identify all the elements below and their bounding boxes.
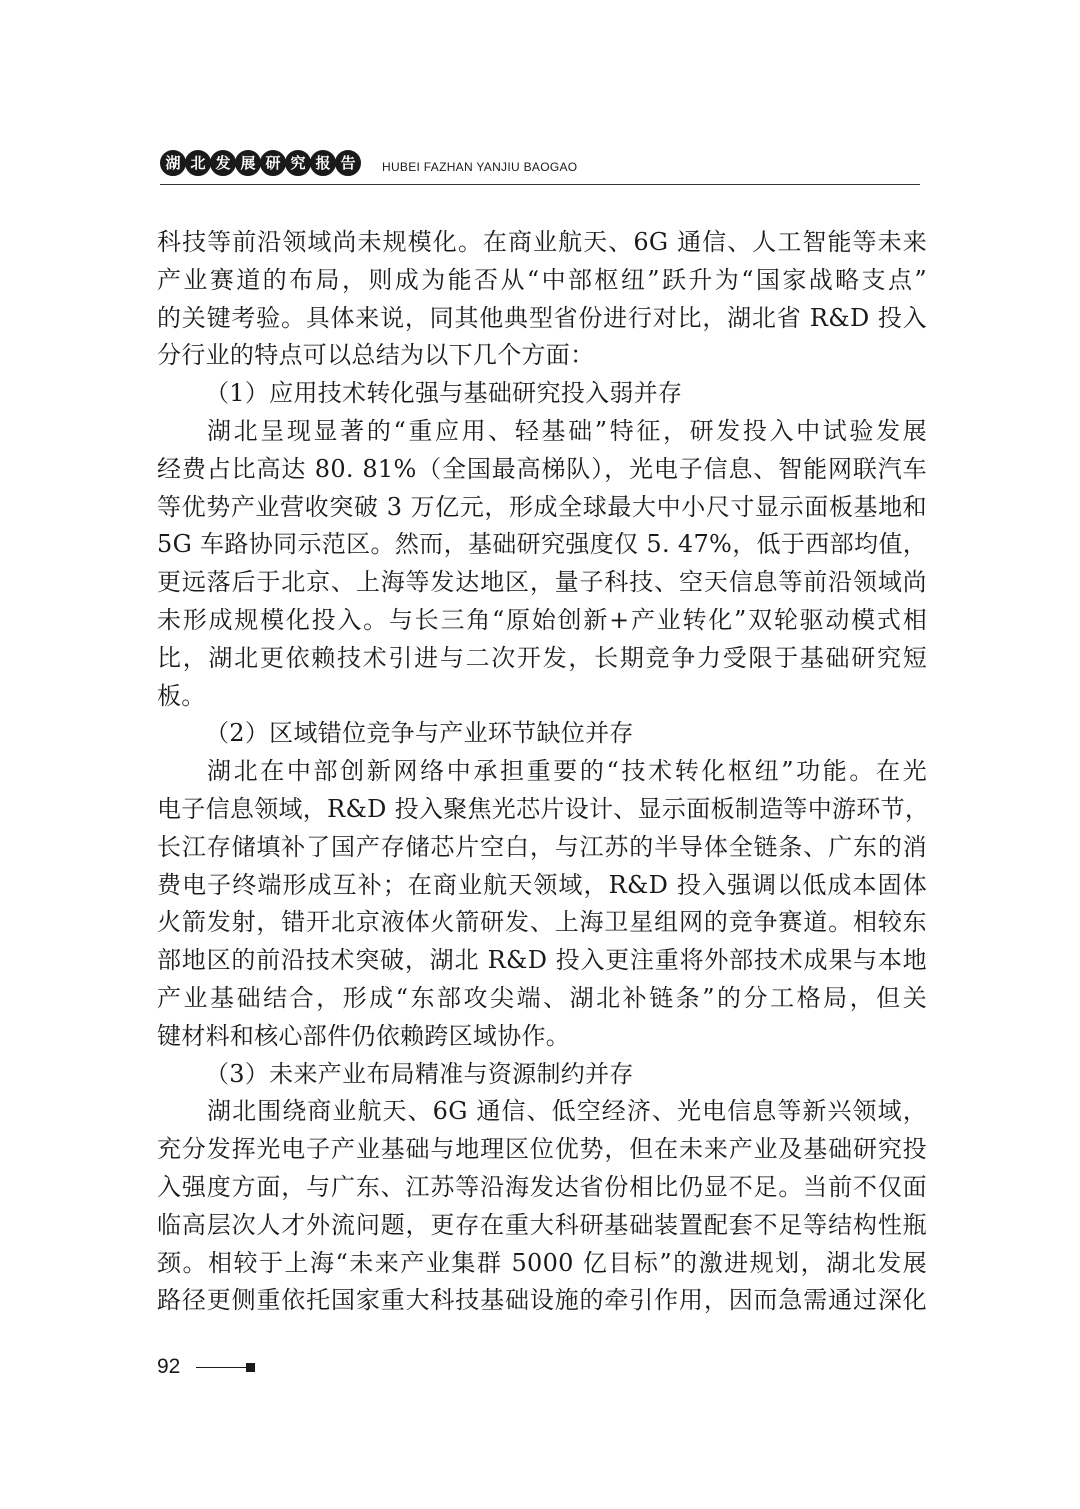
- text-line: 产业赛道的布局，则成为能否从“中部枢纽”跃升为“国家战略支点”: [157, 265, 927, 294]
- text-line: 入强度方面，与广东、江苏等沿海发达省份相比仍显不足。当前不仅面: [157, 1172, 927, 1201]
- paragraph-1: [157, 224, 927, 375]
- text-line: 颈。相较于上海“未来产业集群 5000 亿目标”的激进规划，湖北发展: [157, 1248, 927, 1277]
- text-line: 5G 车路协同示范区。然而，基础研究强度仅 5. 47%，低于西部均值，: [157, 530, 927, 559]
- series-title-char: 研: [260, 150, 286, 176]
- text-line: 部地区的前沿技术突破，湖北 R&D 投入更注重将外部技术成果与本地: [157, 946, 927, 975]
- section-heading-3: （3）未来产业布局精准与资源制约并存: [205, 1059, 634, 1088]
- text-line: 板。: [157, 681, 206, 710]
- text-line: 比，湖北更依赖技术引进与二次开发，长期竞争力受限于基础研究短: [157, 643, 927, 672]
- text-line: 分行业的特点可以总结为以下几个方面：: [157, 341, 595, 370]
- series-title-char: 展: [235, 150, 261, 176]
- text-line: 临高层次人才外流问题，更存在重大科研基础装置配套不足等结构性瓶: [157, 1210, 927, 1239]
- series-title-char: 报: [310, 150, 336, 176]
- text-line: 产业基础结合，形成“东部攻尖端、湖北补链条”的分工格局，但关: [157, 983, 927, 1012]
- series-title-char: 北: [185, 150, 211, 176]
- text-line: 等优势产业营收突破 3 万亿元，形成全球最大中小尺寸显示面板基地和: [157, 492, 927, 521]
- series-title-char: 湖: [160, 150, 186, 176]
- page-footer: [157, 1352, 255, 1382]
- text-line: 费电子终端形成互补；在商业航天领域，R&D 投入强调以低成本固体: [157, 870, 927, 899]
- text-line: 火箭发射，错开北京液体火箭研发、上海卫星组网的竞争赛道。相较东: [157, 908, 927, 937]
- body-text: [157, 224, 930, 1320]
- text-line: 湖北呈现显著的“重应用、轻基础”特征，研发投入中试验发展: [207, 416, 927, 445]
- series-title-logo: [160, 150, 360, 176]
- text-line: 科技等前沿领域尚未规模化。在商业航天、6G 通信、人工智能等未来: [157, 228, 927, 256]
- series-title-pinyin: HUBEI FAZHAN YANJIU BAOGAO: [382, 160, 578, 174]
- series-title-char: 告: [335, 150, 361, 176]
- section-heading-1: （1）应用技术转化强与基础研究投入弱并存: [205, 379, 683, 408]
- footer-rule: [196, 1367, 246, 1368]
- text-line: 充分发挥光电子产业基础与地理区位优势，但在未来产业及基础研究投: [157, 1135, 927, 1164]
- text-line: 未形成规模化投入。与长三角“原始创新+产业转化”双轮驱动模式相: [157, 605, 927, 634]
- running-header: [160, 150, 920, 188]
- text-line: 键材料和核心部件仍依赖跨区域协作。: [157, 1021, 571, 1050]
- text-line: 经费占比高达 80. 81%（全国最高梯队），光电子信息、智能网联汽车: [157, 454, 927, 483]
- paragraph-3: [157, 753, 930, 1055]
- header-rule: [160, 184, 920, 185]
- series-title-char: 发: [210, 150, 236, 176]
- text-line: 电子信息领域，R&D 投入聚焦光芯片设计、显示面板制造等中游环节，: [157, 794, 930, 823]
- section-heading-2: （2）区域错位竞争与产业环节缺位并存: [205, 719, 634, 748]
- text-line: 的关键考验。具体来说，同其他典型省份进行对比，湖北省 R&D 投入: [157, 303, 927, 332]
- page-number: 92: [157, 1355, 181, 1378]
- paragraph-2: [157, 413, 927, 715]
- footer-square-icon: [246, 1363, 255, 1372]
- text-line: 长江存储填补了国产存储芯片空白，与江苏的半导体全链条、广东的消: [157, 832, 927, 861]
- text-line: 湖北围绕商业航天、6G 通信、低空经济、光电信息等新兴领域，: [207, 1097, 927, 1126]
- text-line: 路径更侧重依托国家重大科技基础设施的牵引作用，因而急需通过深化: [157, 1286, 927, 1315]
- series-title-char: 究: [285, 150, 311, 176]
- text-line: 更远落后于北京、上海等发达地区，量子科技、空天信息等前沿领域尚: [157, 568, 927, 597]
- text-line: 湖北在中部创新网络中承担重要的“技术转化枢纽”功能。在光: [207, 757, 927, 786]
- paragraph-4: [157, 1093, 927, 1320]
